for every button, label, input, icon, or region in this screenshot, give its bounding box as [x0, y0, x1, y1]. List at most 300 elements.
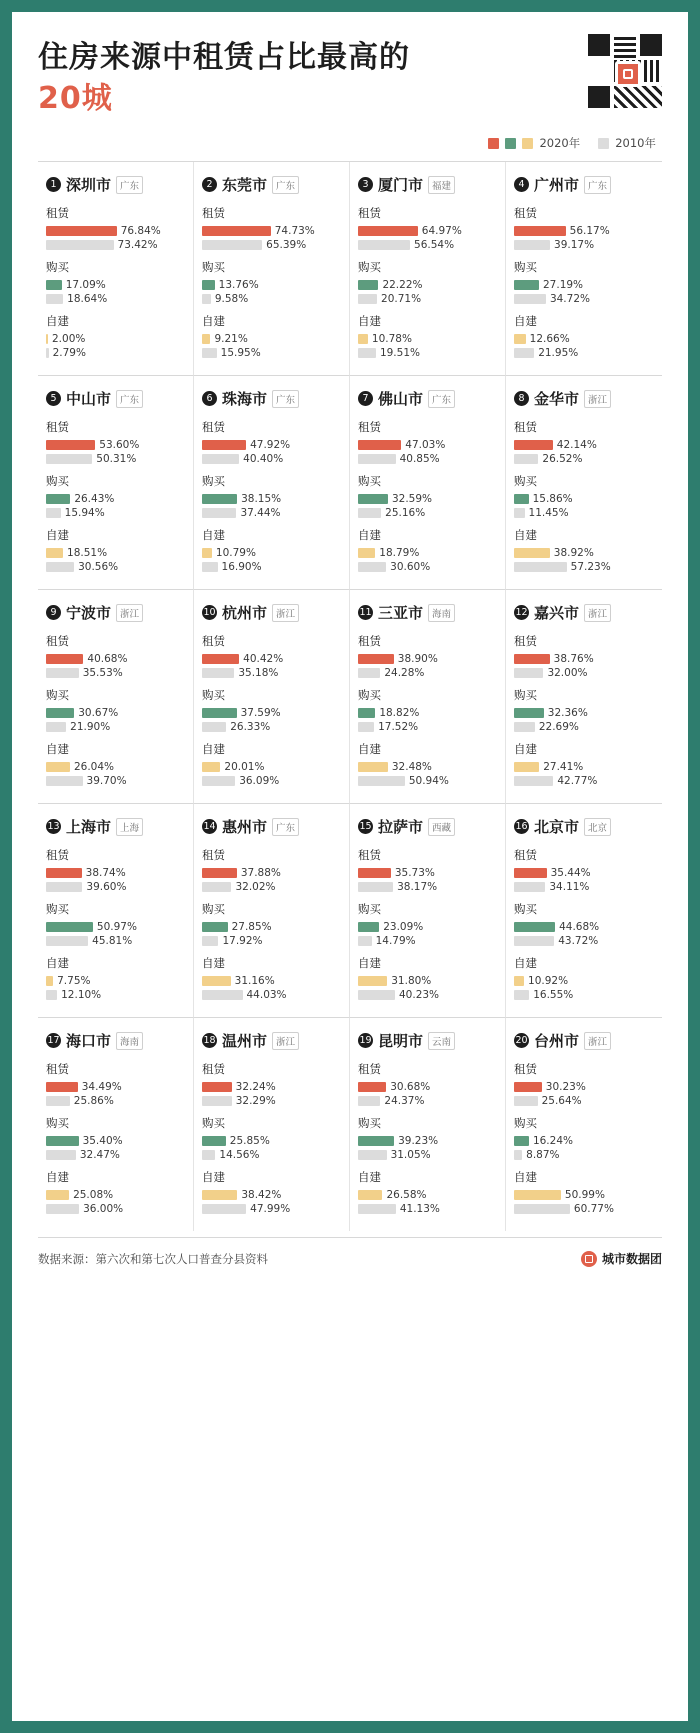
rank-badge: 17 — [47, 1035, 60, 1046]
rank-badge: 12 — [515, 607, 528, 618]
metric-rent — [358, 205, 495, 250]
bar-value-2020: 37.88% — [240, 866, 281, 879]
city-card[interactable] — [38, 162, 194, 376]
city-name: 昆明市 — [378, 1032, 424, 1050]
city-card[interactable] — [38, 804, 194, 1018]
bar-2010 — [46, 722, 66, 732]
metric-self — [46, 955, 183, 1000]
bar-row-2020 — [202, 975, 339, 986]
bar-row-2020 — [46, 547, 183, 558]
metric-rent — [46, 847, 183, 892]
bar-value-2010: 11.45% — [528, 506, 569, 519]
metric-label: 自建 — [514, 528, 537, 542]
metric-label: 自建 — [358, 1170, 381, 1184]
bar-2010 — [358, 1204, 396, 1214]
metric-rent — [202, 633, 339, 678]
metric-label: 购买 — [358, 474, 381, 488]
bar-2010 — [202, 882, 231, 892]
bar-value-2010: 57.23% — [570, 560, 611, 573]
bar-value-2020: 38.90% — [397, 652, 438, 665]
province-tag: 广东 — [272, 818, 299, 836]
metric-label: 购买 — [202, 1116, 225, 1130]
bar-row-2010 — [358, 989, 495, 1000]
bar-row-2020 — [46, 921, 183, 932]
bar-value-2010: 9.58% — [214, 292, 249, 305]
bar-2020 — [514, 494, 529, 504]
metric-label: 购买 — [46, 1116, 69, 1130]
bar-value-2010: 39.70% — [86, 774, 127, 787]
bar-row-2010 — [202, 667, 339, 678]
bar-value-2010: 25.64% — [541, 1094, 582, 1107]
city-name: 上海市 — [66, 818, 112, 836]
metric-self — [514, 313, 652, 358]
bar-row-2020 — [358, 333, 495, 344]
bar-row-2020 — [202, 279, 339, 290]
bar-row-2020 — [202, 761, 339, 772]
bar-2020 — [46, 922, 93, 932]
bar-value-2020: 27.85% — [231, 920, 272, 933]
metric-label: 租赁 — [514, 848, 537, 862]
metric-label: 购买 — [202, 260, 225, 274]
bar-row-2020 — [514, 761, 652, 772]
bar-row-2010 — [202, 1203, 339, 1214]
bar-2010 — [514, 936, 554, 946]
metric-label: 租赁 — [514, 420, 537, 434]
bar-2010 — [358, 562, 386, 572]
rank-badge: 16 — [515, 821, 528, 832]
bar-2010 — [202, 1150, 215, 1160]
bar-2020 — [202, 1136, 226, 1146]
metric-self — [46, 527, 183, 572]
bar-2010 — [46, 668, 79, 678]
bar-value-2010: 26.33% — [230, 720, 271, 733]
bar-row-2010 — [202, 561, 339, 572]
city-card-header — [358, 816, 495, 837]
bar-value-2010: 65.39% — [266, 238, 307, 251]
bar-2020 — [358, 1136, 394, 1146]
metric-self — [46, 1169, 183, 1214]
metric-self — [202, 741, 339, 786]
city-card[interactable] — [350, 1018, 506, 1231]
bar-value-2010: 39.17% — [554, 238, 595, 251]
bar-value-2020: 10.92% — [528, 974, 569, 987]
bar-row-2010 — [358, 667, 495, 678]
metric-self — [514, 527, 652, 572]
city-card-header — [46, 1030, 183, 1051]
bar-value-2020: 35.73% — [394, 866, 435, 879]
metric-label: 购买 — [202, 688, 225, 702]
city-card[interactable] — [194, 162, 350, 376]
province-tag: 浙江 — [584, 390, 611, 408]
bar-row-2020 — [358, 707, 495, 718]
metric-label: 租赁 — [514, 634, 537, 648]
bar-value-2020: 38.15% — [241, 492, 282, 505]
bar-value-2010: 22.69% — [538, 720, 579, 733]
bar-value-2020: 13.76% — [218, 278, 259, 291]
metric-buy — [514, 687, 652, 732]
bar-row-2020 — [46, 653, 183, 664]
metric-label: 购买 — [46, 902, 69, 916]
bar-row-2010 — [46, 239, 183, 250]
bar-row-2020 — [202, 1189, 339, 1200]
bar-row-2010 — [46, 989, 183, 1000]
source-note: 数据来源：第六次和第七次人口普查分县资料 — [38, 1251, 268, 1266]
city-card[interactable] — [350, 590, 506, 804]
bar-row-2010 — [358, 935, 495, 946]
bar-row-2020 — [46, 1189, 183, 1200]
city-card[interactable] — [506, 162, 662, 376]
bar-2010 — [202, 1096, 232, 1106]
bar-2010 — [514, 454, 538, 464]
bar-row-2010 — [358, 1149, 495, 1160]
metric-self — [46, 313, 183, 358]
bar-value-2020: 44.68% — [559, 920, 600, 933]
bar-row-2020 — [358, 761, 495, 772]
metric-rent — [46, 205, 183, 250]
province-tag: 海南 — [116, 1032, 143, 1050]
bar-row-2020 — [358, 279, 495, 290]
city-card[interactable] — [194, 1018, 350, 1231]
metric-label: 购买 — [202, 474, 225, 488]
province-tag: 福建 — [428, 176, 455, 194]
bar-2020 — [514, 440, 553, 450]
bar-row-2010 — [514, 667, 652, 678]
bar-2020 — [46, 708, 74, 718]
bar-row-2020 — [202, 1081, 339, 1092]
bar-2010 — [46, 1150, 76, 1160]
metric-label: 购买 — [358, 688, 381, 702]
bar-2020 — [358, 226, 418, 236]
bar-value-2020: 38.74% — [85, 866, 126, 879]
province-tag: 浙江 — [272, 1032, 299, 1050]
city-name: 中山市 — [66, 390, 112, 408]
city-name: 杭州市 — [222, 604, 268, 622]
metric-label: 租赁 — [202, 420, 225, 434]
metric-label: 自建 — [514, 1170, 537, 1184]
metric-label: 自建 — [46, 956, 69, 970]
rank-badge: 9 — [46, 605, 61, 620]
city-card[interactable] — [38, 1018, 194, 1231]
metric-label: 租赁 — [358, 848, 381, 862]
metric-label: 购买 — [514, 688, 537, 702]
bar-value-2010: 2.79% — [52, 346, 86, 359]
metric-label: 自建 — [358, 528, 381, 542]
bar-row-2010 — [46, 347, 183, 358]
bar-row-2010 — [358, 721, 495, 732]
metric-self — [202, 313, 339, 358]
city-name: 宁波市 — [66, 604, 112, 622]
bar-value-2010: 15.94% — [64, 506, 105, 519]
bar-value-2020: 32.48% — [391, 760, 432, 773]
bar-2020 — [358, 654, 394, 664]
bar-row-2010 — [202, 989, 339, 1000]
metric-label: 租赁 — [358, 420, 381, 434]
metric-self — [514, 955, 652, 1000]
bar-2010 — [358, 240, 410, 250]
bar-row-2010 — [46, 667, 183, 678]
bar-2020 — [358, 868, 391, 878]
city-card[interactable] — [38, 376, 194, 590]
rank-badge: 3 — [358, 177, 373, 192]
city-card[interactable] — [350, 162, 506, 376]
metric-self — [358, 955, 495, 1000]
bar-value-2010: 36.09% — [239, 774, 280, 787]
bar-2010 — [514, 1204, 570, 1214]
bar-2020 — [358, 976, 387, 986]
bar-value-2020: 32.24% — [235, 1080, 276, 1093]
bar-row-2010 — [202, 721, 339, 732]
bar-value-2020: 18.79% — [379, 546, 420, 559]
bar-2020 — [202, 976, 231, 986]
bar-value-2010: 34.11% — [549, 880, 590, 893]
bar-value-2010: 14.79% — [375, 934, 416, 947]
metric-label: 购买 — [358, 1116, 381, 1130]
metric-label: 购买 — [46, 688, 69, 702]
bar-2020 — [202, 494, 237, 504]
bar-value-2020: 40.68% — [87, 652, 128, 665]
bar-row-2020 — [358, 439, 495, 450]
bar-value-2020: 56.17% — [569, 224, 610, 237]
city-name: 温州市 — [222, 1032, 268, 1050]
metric-self — [46, 741, 183, 786]
metric-label: 自建 — [514, 742, 537, 756]
bar-row-2010 — [46, 507, 183, 518]
metric-rent — [46, 633, 183, 678]
city-card[interactable] — [350, 376, 506, 590]
bar-row-2020 — [358, 547, 495, 558]
metric-self — [514, 1169, 652, 1214]
rank-badge: 11 — [359, 607, 372, 618]
city-card-header — [202, 1030, 339, 1051]
bar-value-2010: 20.71% — [381, 292, 422, 305]
bar-2020 — [202, 762, 220, 772]
bar-row-2010 — [358, 561, 495, 572]
bar-value-2020: 18.82% — [379, 706, 420, 719]
metric-buy — [202, 901, 339, 946]
bar-value-2010: 35.18% — [238, 666, 279, 679]
city-card[interactable] — [506, 804, 662, 1018]
legend-swatch-self-2020 — [522, 138, 533, 149]
city-name: 东莞市 — [222, 176, 268, 194]
bar-2010 — [514, 776, 553, 786]
bar-value-2020: 10.78% — [371, 332, 412, 345]
city-card[interactable] — [38, 590, 194, 804]
bar-2010 — [358, 1096, 380, 1106]
metric-rent — [514, 205, 652, 250]
bar-row-2020 — [358, 867, 495, 878]
metric-rent — [46, 1061, 183, 1106]
bar-value-2020: 17.09% — [65, 278, 106, 291]
page-title: 住房来源中租赁占比最高的 — [38, 40, 410, 75]
metric-label: 租赁 — [358, 206, 381, 220]
bar-value-2020: 10.79% — [215, 546, 256, 559]
bar-value-2020: 26.58% — [386, 1188, 427, 1201]
bar-value-2020: 39.23% — [398, 1134, 439, 1147]
bar-value-2020: 38.76% — [553, 652, 594, 665]
bar-2020 — [46, 334, 48, 344]
city-name: 嘉兴市 — [534, 604, 580, 622]
metric-label: 自建 — [202, 1170, 225, 1184]
metric-rent — [46, 419, 183, 464]
city-card[interactable] — [194, 590, 350, 804]
bar-row-2020 — [358, 1189, 495, 1200]
bar-value-2020: 53.60% — [99, 438, 140, 451]
rank-badge: 20 — [515, 1035, 528, 1046]
bar-value-2010: 42.77% — [557, 774, 598, 787]
bar-value-2010: 16.90% — [221, 560, 262, 573]
bar-value-2020: 20.01% — [224, 760, 265, 773]
metric-buy — [514, 473, 652, 518]
bar-2010 — [514, 1096, 538, 1106]
bar-value-2010: 37.44% — [240, 506, 281, 519]
qr-code-icon[interactable] — [588, 34, 662, 108]
bar-row-2020 — [202, 707, 339, 718]
metric-buy — [46, 901, 183, 946]
bar-value-2010: 73.42% — [117, 238, 158, 251]
metric-label: 自建 — [202, 956, 225, 970]
bar-row-2020 — [202, 225, 339, 236]
bar-row-2010 — [202, 239, 339, 250]
bar-2020 — [358, 440, 401, 450]
metric-buy — [514, 901, 652, 946]
legend-swatch-2010 — [598, 138, 609, 149]
bar-row-2010 — [358, 453, 495, 464]
bar-value-2010: 60.77% — [573, 1202, 614, 1215]
bar-2020 — [358, 280, 378, 290]
metric-rent — [358, 633, 495, 678]
metric-label: 购买 — [358, 902, 381, 916]
bar-value-2010: 24.37% — [384, 1094, 425, 1107]
city-card[interactable] — [350, 804, 506, 1018]
city-card-header — [46, 388, 183, 409]
bar-2020 — [46, 1136, 79, 1146]
metric-label: 自建 — [46, 528, 69, 542]
bar-2010 — [46, 508, 61, 518]
metric-buy — [358, 901, 495, 946]
bar-2020 — [46, 868, 82, 878]
bar-2020 — [202, 1082, 232, 1092]
bar-row-2010 — [202, 347, 339, 358]
metric-self — [358, 741, 495, 786]
city-card[interactable] — [506, 376, 662, 590]
bar-row-2020 — [46, 225, 183, 236]
bar-value-2020: 47.03% — [405, 438, 446, 451]
metric-label: 租赁 — [514, 206, 537, 220]
bar-value-2020: 38.92% — [553, 546, 594, 559]
province-tag: 海南 — [428, 604, 455, 622]
bar-2020 — [514, 1082, 542, 1092]
metric-rent — [358, 419, 495, 464]
bar-2010 — [202, 508, 236, 518]
bar-value-2020: 30.68% — [390, 1080, 431, 1093]
bar-row-2010 — [358, 239, 495, 250]
bar-2020 — [514, 976, 524, 986]
bar-row-2020 — [514, 867, 652, 878]
bar-value-2020: 34.49% — [81, 1080, 122, 1093]
chart-legend — [38, 129, 662, 161]
metric-self — [202, 955, 339, 1000]
bar-row-2010 — [46, 775, 183, 786]
city-card[interactable] — [506, 590, 662, 804]
bar-value-2010: 21.90% — [70, 720, 111, 733]
city-card[interactable] — [194, 804, 350, 1018]
bar-2020 — [46, 280, 62, 290]
metric-buy — [358, 687, 495, 732]
province-tag: 云南 — [428, 1032, 455, 1050]
rank-badge: 7 — [358, 391, 373, 406]
bar-value-2010: 32.47% — [79, 1148, 120, 1161]
legend-swatch-buy-2020 — [505, 138, 516, 149]
metric-buy — [46, 473, 183, 518]
bar-row-2020 — [358, 225, 495, 236]
bar-2010 — [358, 990, 395, 1000]
poster-sheet — [12, 12, 688, 1721]
bar-value-2010: 38.17% — [397, 880, 438, 893]
bar-row-2010 — [514, 721, 652, 732]
city-card-header — [46, 174, 183, 195]
legend-label-2010: 2010年 — [615, 136, 656, 150]
metric-label: 自建 — [358, 314, 381, 328]
bar-value-2010: 17.92% — [222, 934, 263, 947]
metric-label: 自建 — [358, 956, 381, 970]
poster-footer — [38, 1237, 662, 1267]
bar-value-2020: 35.44% — [550, 866, 591, 879]
bar-row-2020 — [46, 707, 183, 718]
metric-buy — [358, 473, 495, 518]
province-tag: 浙江 — [116, 604, 143, 622]
page-title-highlight: 20城 — [38, 80, 113, 116]
bar-value-2020: 16.24% — [532, 1134, 573, 1147]
bar-row-2010 — [514, 347, 652, 358]
bar-row-2010 — [46, 1203, 183, 1214]
bar-2010 — [202, 776, 235, 786]
bar-2020 — [46, 494, 70, 504]
province-tag: 广东 — [272, 176, 299, 194]
metric-label: 自建 — [202, 742, 225, 756]
province-tag: 浙江 — [272, 604, 299, 622]
bar-row-2010 — [202, 935, 339, 946]
bar-2020 — [46, 1190, 69, 1200]
bar-2010 — [202, 348, 217, 358]
metric-label: 租赁 — [46, 206, 69, 220]
province-tag: 西藏 — [428, 818, 455, 836]
metric-rent — [358, 1061, 495, 1106]
bar-row-2020 — [358, 975, 495, 986]
bar-2010 — [46, 776, 83, 786]
rank-badge: 10 — [203, 607, 216, 618]
bar-2010 — [46, 1096, 70, 1106]
bar-2010 — [46, 240, 114, 250]
bar-2010 — [514, 294, 546, 304]
bar-2010 — [514, 348, 534, 358]
bar-value-2020: 27.19% — [543, 278, 584, 291]
province-tag: 上海 — [116, 818, 143, 836]
city-card-header — [202, 388, 339, 409]
metric-buy — [202, 259, 339, 304]
metric-label: 购买 — [358, 260, 381, 274]
bar-row-2020 — [46, 1135, 183, 1146]
city-name: 金华市 — [534, 390, 580, 408]
bar-2010 — [358, 776, 405, 786]
bar-row-2010 — [46, 881, 183, 892]
city-name: 惠州市 — [222, 818, 268, 836]
province-tag: 广东 — [116, 390, 143, 408]
bar-2010 — [358, 882, 393, 892]
city-card[interactable] — [506, 1018, 662, 1231]
bar-2020 — [358, 548, 375, 558]
bar-2010 — [202, 722, 226, 732]
city-card[interactable] — [194, 376, 350, 590]
